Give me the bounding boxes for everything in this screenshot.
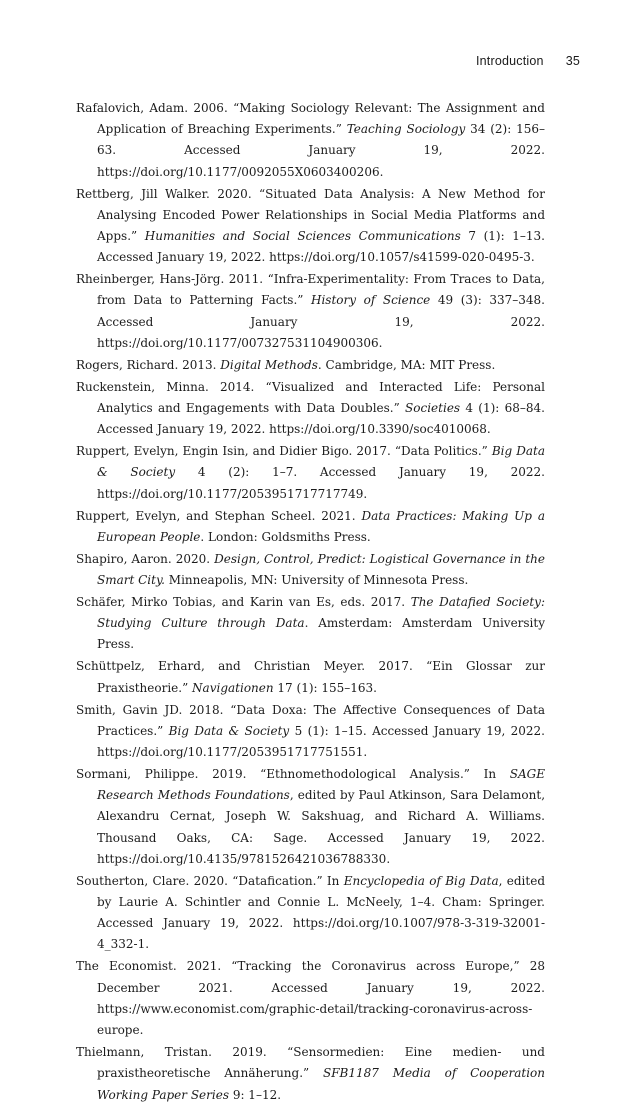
reference-title-italic: Big Data & Society [97, 444, 545, 480]
reference-text: Ruppert, Evelyn, Engin Isin, and Didier Bigo. 2017. “Data Politics.” [76, 444, 492, 459]
reference-entry [76, 549, 545, 591]
reference-text: Rogers, Richard. 2013. [76, 357, 221, 372]
reference-text: Rafalovich, Adam. 2006. “Making Sociology Relevant: The Assignment and Application of Breaching Experiments.” [76, 101, 545, 137]
reference-title-italic: Humanities and Social Sciences Communications [144, 229, 461, 244]
reference-text: . Amsterdam: Amsterdam University Press. [97, 616, 546, 652]
reference-entry [76, 1042, 545, 1106]
reference-entry [76, 592, 545, 656]
reference-title-italic: Big Data & Society [168, 723, 290, 738]
reference-text: Thielmann, Tristan. 2019. “Sensormedien: Eine medien- und praxistheoretische Annäherung.” [76, 1045, 545, 1081]
reference-entry [76, 441, 545, 505]
reference-entry [76, 98, 545, 183]
reference-text: Schäfer, Mirko Tobias, and Karin van Es, eds. 2017. [76, 595, 411, 610]
reference-text: Ruppert, Evelyn, and Stephan Scheel. 2021. [76, 508, 362, 523]
reference-title-italic: SFB1187 Media of Cooperation Working Paper Series [97, 1066, 546, 1102]
reference-text: Rheinberger, Hans-Jörg. 2011. “Infra-Experimentality: From Traces to Data, from Data to Patterning Facts.” [76, 272, 545, 308]
reference-entry [76, 355, 545, 376]
running-header [476, 54, 580, 68]
reference-title-italic: Teaching Sociology [346, 122, 466, 137]
reference-text: 7 (1): 1–13. Accessed January 19, 2022. https://doi.org/10.1057/s41599-020-0495-3. [97, 229, 545, 265]
reference-title-italic: Data Practices: Making Up a European People [97, 508, 546, 544]
reference-title-italic: Encyclopedia of Big Data [343, 873, 499, 888]
reference-text: , edited by Laurie A. Schintler and Connie L. McNeely, 1–4. Cham: Springer. Accessed January 19, 2022. https://doi.org/10.1007/978-3-319-32001-4_332-1. [97, 873, 545, 952]
running-header-section: Introduction [475, 54, 544, 68]
reference-entry [76, 956, 545, 1041]
reference-text: , edited by Paul Atkinson, Sara Delamont, Alexandru Cernat, Joseph W. Sakshuag, and Richard A. Williams. Thousand Oaks, CA: Sage. Accessed January 19, 2022. https://doi.org/10.4135/9781526421036788330. [97, 788, 546, 866]
reference-text: 5 (1): 1–15. Accessed January 19, 2022. https://doi.org/10.1177/2053951717751551. [97, 723, 546, 760]
reference-entry [76, 184, 545, 269]
reference-entry [76, 377, 545, 441]
reference-text: The Economist. 2021. “Tracking the Coronavirus across Europe,” 28 December 2021. Accessed January 19, 2022. https://www.economist.com/graphic-detail/tracking-coronavirus-across-europe. [76, 959, 545, 1038]
reference-text: Rettberg, Jill Walker. 2020. “Situated Data Analysis: A New Method for Analysing Encoded Power Relationships in Social Media Platforms and Apps.” [76, 186, 545, 244]
reference-text: . London: Goldsmiths Press. [200, 529, 371, 544]
reference-title-italic: SAGE Research Methods Foundations [97, 767, 545, 803]
reference-text: . Cambridge, MA: MIT Press. [317, 357, 496, 372]
bibliography-list [76, 98, 545, 1107]
reference-entry [76, 871, 545, 956]
reference-text: Schüttpelz, Erhard, and Christian Meyer. 2017. “Ein Glossar zur Praxistheorie.” [76, 659, 545, 695]
reference-text: Shapiro, Aaron. 2020. [76, 551, 215, 566]
reference-title-italic: History of Science [310, 293, 431, 308]
reference-text: Sormani, Philippe. 2019. “Ethnomethodological Analysis.” In [76, 767, 510, 782]
reference-text: Smith, Gavin JD. 2018. “Data Doxa: The Affective Consequences of Data Practices.” [76, 702, 545, 738]
reference-text: Minneapolis, MN: University of Minnesota Press. [164, 573, 469, 588]
reference-entry [76, 700, 545, 764]
reference-text: 4 (2): 1–7. Accessed January 19, 2022. https://doi.org/10.1177/2053951717717749. [97, 465, 545, 501]
reference-entry [76, 656, 545, 698]
reference-text: 34 (2): 156–63. Accessed January 19, 2022. https://doi.org/10.1177/0092055X0603400206. [97, 122, 545, 179]
reference-text: 17 (1): 155–163. [273, 680, 377, 695]
reference-text: 4 (1): 68–84. Accessed January 19, 2022. https://doi.org/10.3390/soc4010068. [97, 401, 545, 437]
reference-title-italic: Design, Control, Predict: Logistical Governance in the Smart City. [97, 551, 545, 588]
reference-text: 9: 1–12. [229, 1087, 282, 1102]
reference-text: Southerton, Clare. 2020. “Datafication.” In [76, 873, 344, 888]
reference-entry [76, 269, 545, 354]
reference-entry [76, 506, 545, 548]
reference-title-italic: Navigationen [192, 680, 274, 695]
page-number: 35 [565, 54, 580, 68]
reference-entry [76, 764, 545, 870]
reference-title-italic: Societies [405, 401, 461, 416]
reference-title-italic: The Datafied Society: Studying Culture through Data [97, 595, 545, 631]
reference-title-italic: Digital Methods [220, 357, 318, 372]
reference-text: 49 (3): 337–348. Accessed January 19, 2022. https://doi.org/10.1177/007327531104900306. [97, 293, 545, 350]
reference-text: Ruckenstein, Minna. 2014. “Visualized and Interacted Life: Personal Analytics and Engagements with Data Doubles.” [76, 379, 545, 416]
